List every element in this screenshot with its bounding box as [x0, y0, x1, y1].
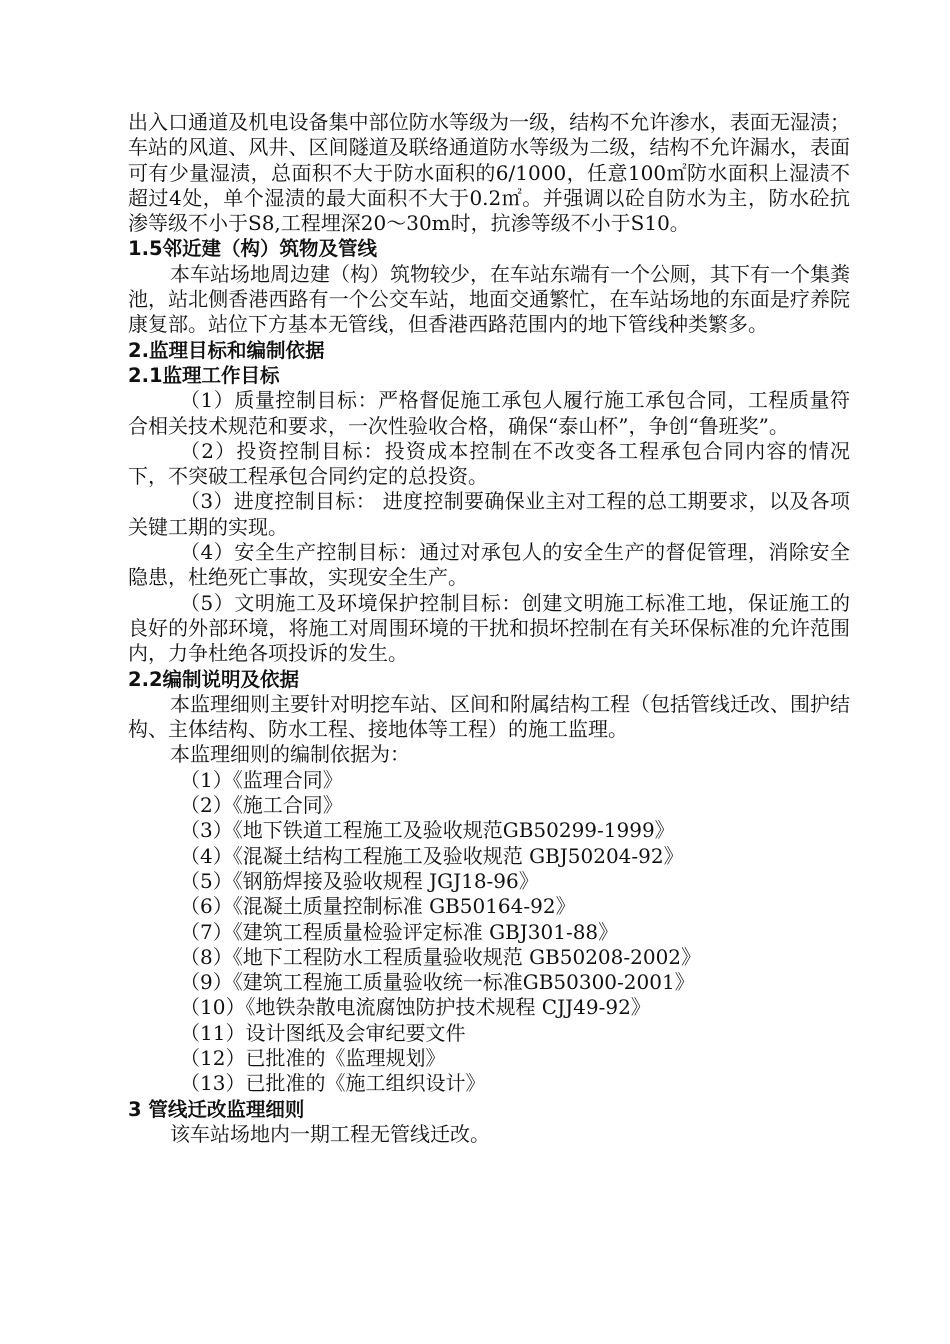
list-item: （4）《混凝土结构工程施工及验收规范 GBJ50204-92》: [180, 843, 684, 868]
list-item: （6）《混凝土质量控制标准 GB50164-92》: [180, 894, 576, 919]
section-heading-1-5: 1.5邻近建（构）筑物及管线: [128, 237, 378, 261]
goal-quality: （1）质量控制目标：严格督促施工承包人履行施工承包合同，工程质量符合相关技术规范和要求，一次性验收合格，确保“泰山杯”，争创“鲁班奖”。: [128, 388, 850, 438]
list-item: （7）《建筑工程质量检验评定标准 GBJ301-88》: [180, 919, 619, 944]
goal-investment: （2）投资控制目标：投资成本控制在不改变各工程承包合同内容的情况下，不突破工程承包合同约定的总投资。: [128, 438, 850, 489]
section-1-5-paragraph: 本车站场地周边建（构）筑物较少，在车站东端有一个公厕，其下有一个集粪池，站北侧香港西路有一个公交车站，地面交通繁忙，在车站场地的东面是疗养院康复部。站位下方基本无管线，但香港西路范围内的地下管线种类繁多。: [128, 261, 850, 337]
section-heading-2: 2.监理目标和编制依据: [128, 338, 325, 362]
list-item: （9）《建筑工程施工质量验收统一标准GB50300-2001》: [180, 970, 695, 995]
list-item: （8）《地下工程防水工程质量验收规范 GB50208-2002》: [180, 944, 702, 969]
list-item: （5）《钢筋焊接及验收规程 JGJ18-96》: [180, 868, 539, 893]
list-item: （10）《地铁杂散电流腐蚀防护技术规程 CJJ49-92》: [180, 995, 651, 1020]
list-item: （2）《施工合同》: [180, 793, 343, 818]
reference-list: [128, 768, 850, 1097]
basis-intro: 本监理细则的编制依据为：: [170, 742, 410, 767]
intro-paragraph: 出入口通道及机电设备集中部位防水等级为一级，结构不允许渗水，表面无湿渍；车站的风道、风井、区间隧道及联络通道防水等级为二级，结构不允许漏水，表面可有少量湿渍，总面积不大于防水面积的6/1000，任意100㎡防水面积上湿渍不超过4处，单个湿渍的最大面积不大于0.2㎡。并强调以砼自防水为主，防水砼抗渗等级不小于S8,工程埋深20～30m时，抗渗等级不小于S10。: [128, 110, 850, 236]
goal-safety: （4）安全生产控制目标：通过对承包人的安全生产的督促管理，消除安全隐患，杜绝死亡事故，实现安全生产。: [128, 540, 850, 590]
document-body: [128, 110, 850, 1147]
section-heading-2-2: 2.2编制说明及依据: [128, 667, 300, 691]
section-heading-2-1: 2.1监理工作目标: [128, 363, 280, 387]
list-item: （3）《地下铁道工程施工及验收规范GB50299-1999》: [180, 818, 675, 843]
section-heading-3: 3 管线迁改监理细则: [128, 1097, 305, 1121]
goal-environment: （5）文明施工及环境保护控制目标：创建文明施工标准工地，保证施工的良好的外部环境，将施工对周围环境的干扰和损坏控制在有关环保标准的允许范围内，力争杜绝各项投诉的发生。: [128, 590, 850, 666]
list-item: （12）已批准的《监理规划》: [180, 1045, 446, 1070]
list-item: （13）已批准的《施工组织设计》: [180, 1071, 486, 1096]
goal-schedule: （3）进度控制目标： 进度控制要确保业主对工程的总工期要求，以及各项关键工期的实现。: [128, 489, 850, 539]
list-item: （11）设计图纸及会审纪要文件: [180, 1020, 466, 1045]
section-2-2-paragraph: 本监理细则主要针对明挖车站、区间和附属结构工程（包括管线迁改、围护结构、主体结构、防水工程、接地体等工程）的施工监理。: [128, 691, 850, 742]
section-3-paragraph: 该车站场地内一期工程无管线迁改。: [170, 1121, 490, 1146]
list-item: （1）《监理合同》: [180, 767, 343, 792]
